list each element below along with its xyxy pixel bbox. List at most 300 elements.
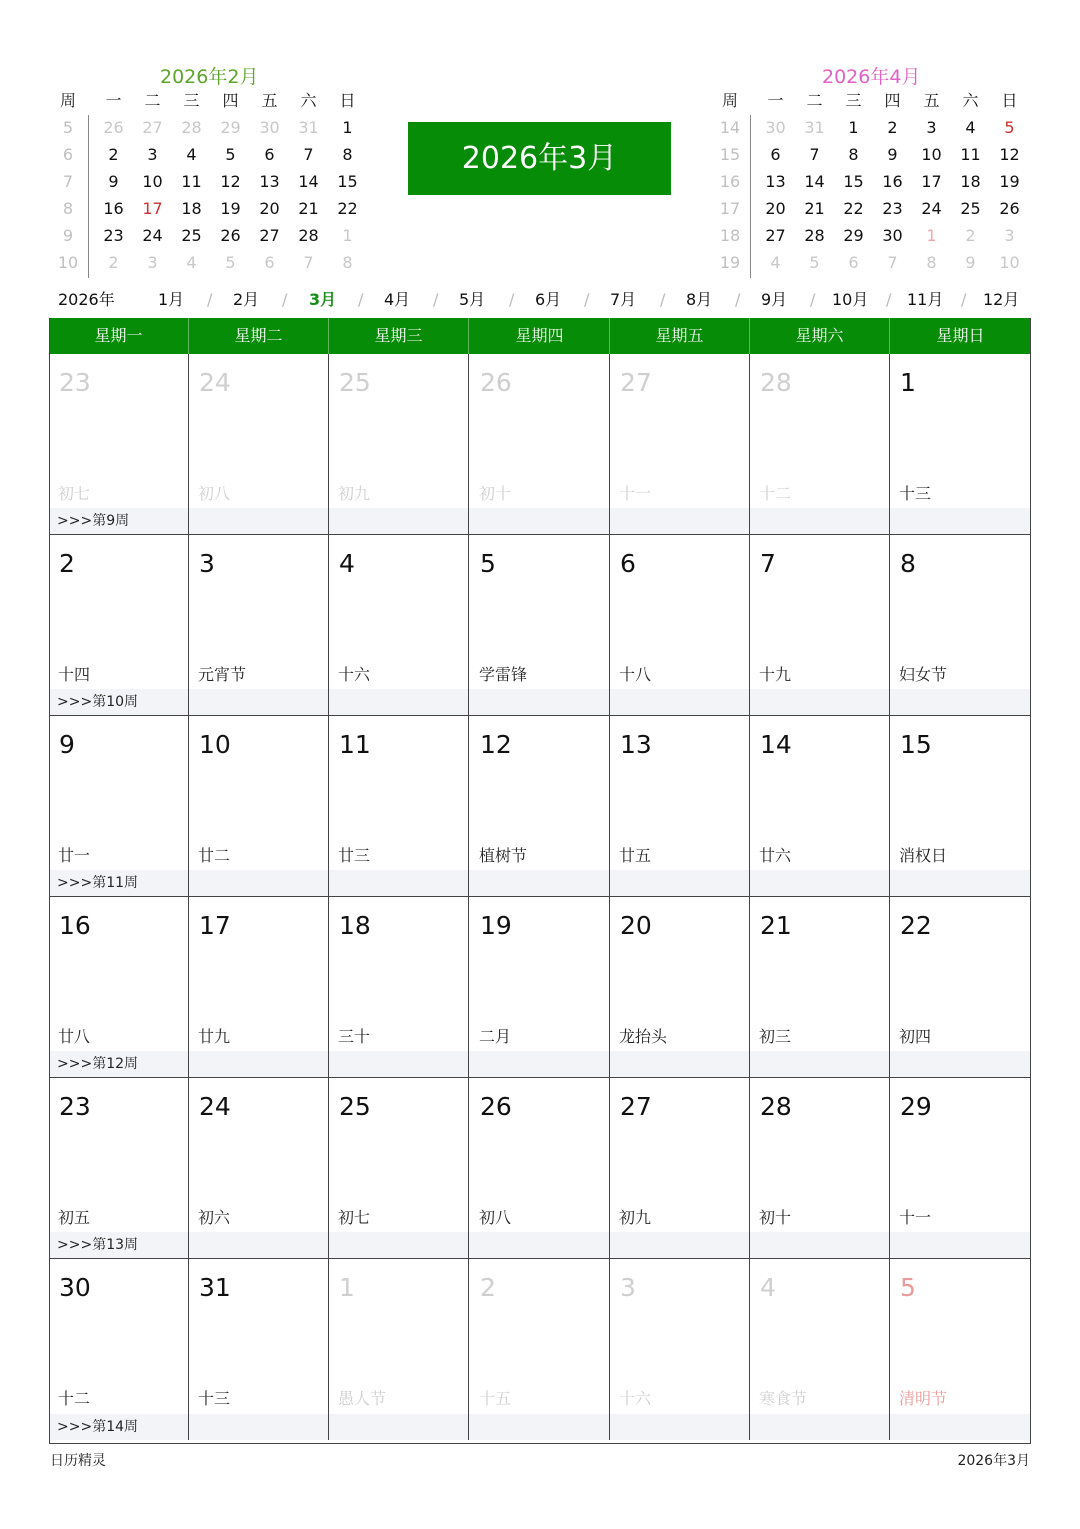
day-cell[interactable]	[189, 1259, 329, 1440]
mini-day[interactable]: 16	[103, 199, 124, 218]
mini-day[interactable]: 1	[342, 226, 353, 245]
lunar-date: 初五	[58, 1208, 91, 1227]
month-nav	[50, 288, 1030, 314]
nav-separator: /	[584, 290, 590, 309]
mini-day[interactable]: 11	[960, 145, 981, 164]
lunar-date: 寒食节	[759, 1389, 808, 1408]
lunar-date: 廿二	[198, 846, 231, 865]
mini-day[interactable]: 13	[259, 172, 280, 191]
lunar-date: 廿八	[58, 1027, 91, 1046]
mini-day[interactable]: 16	[882, 172, 903, 191]
day-number: 24	[199, 1092, 231, 1121]
day-number: 23	[59, 1092, 91, 1121]
day-cell-holiday[interactable]	[890, 1259, 1030, 1440]
mini-day[interactable]: 19	[220, 199, 241, 218]
day-number: 6	[620, 549, 636, 578]
day-number: 2	[59, 549, 75, 578]
day-number: 27	[620, 368, 652, 397]
day-cell[interactable]	[329, 716, 469, 897]
weekday-header-bar	[49, 318, 1031, 354]
day-cell[interactable]	[49, 897, 189, 1078]
week-label: >>>第14周	[57, 1419, 139, 1435]
lunar-date: 廿三	[338, 846, 371, 865]
day-number: 22	[900, 911, 932, 940]
nav-month-3[interactable]: 3月	[309, 290, 337, 309]
weekday-sun: 星期日	[936, 326, 985, 345]
day-number: 27	[620, 1092, 652, 1121]
lunar-date: 妇女节	[899, 665, 948, 684]
mini-day[interactable]: 5	[225, 253, 236, 272]
mini-day[interactable]: 2	[965, 226, 976, 245]
week-label: >>>第9周	[57, 513, 130, 529]
day-cell[interactable]	[329, 1259, 469, 1440]
week-label: >>>第12周	[57, 1056, 139, 1072]
day-cell[interactable]	[49, 1078, 189, 1259]
mini-day[interactable]: 6	[770, 145, 781, 164]
lunar-date: 消权日	[899, 846, 948, 865]
mini-day[interactable]: 10	[999, 253, 1020, 272]
mini-day[interactable]: 24	[142, 226, 163, 245]
mini-week-number: 15	[719, 145, 741, 164]
month-grid	[49, 318, 1031, 1444]
day-cell[interactable]	[610, 897, 750, 1078]
weekday-thu: 星期四	[470, 318, 610, 354]
week-label: >>>第13周	[57, 1237, 139, 1253]
lunar-date: 愚人节	[338, 1389, 387, 1408]
mini-week-row	[50, 197, 370, 224]
mini-day[interactable]: 1	[342, 118, 353, 137]
weekday-wed: 星期三	[329, 318, 469, 354]
day-cell[interactable]	[189, 535, 329, 716]
day-cell[interactable]	[890, 1078, 1030, 1259]
mini-day[interactable]: 5	[809, 253, 820, 272]
mini-day[interactable]: 4	[186, 253, 197, 272]
mini-day[interactable]: 4	[965, 118, 976, 137]
weekday-header: 四	[222, 91, 239, 110]
day-cell[interactable]	[610, 1259, 750, 1440]
nav-month-7[interactable]: 7月	[610, 290, 637, 309]
day-cell[interactable]	[890, 535, 1030, 716]
nav-separator: /	[660, 290, 666, 309]
day-cell[interactable]	[470, 716, 610, 897]
weekday-header: 二	[144, 91, 161, 110]
mini-day[interactable]: 2	[108, 253, 119, 272]
lunar-date: 初八	[198, 484, 231, 503]
nav-month-6[interactable]: 6月	[535, 290, 562, 309]
nav-month-2[interactable]: 2月	[233, 290, 260, 309]
day-number: 1	[339, 1273, 355, 1302]
day-cell[interactable]	[329, 354, 469, 535]
mini-day[interactable]: 2	[887, 118, 898, 137]
day-cell[interactable]	[890, 897, 1030, 1078]
lunar-date: 十三	[899, 484, 932, 503]
mini-week-row	[712, 224, 1032, 251]
week-row	[49, 535, 1031, 716]
mini-week-number: 6	[62, 145, 74, 164]
lunar-date: 十二	[58, 1389, 91, 1408]
weekday-header: 五	[261, 91, 278, 110]
nav-month-12[interactable]: 12月	[983, 290, 1020, 309]
day-number: 18	[339, 911, 371, 940]
weekday-header: 日	[1001, 91, 1018, 110]
day-number: 5	[900, 1273, 916, 1302]
lunar-date: 廿六	[759, 846, 792, 865]
day-cell[interactable]	[329, 535, 469, 716]
mini-day-holiday[interactable]: 1	[926, 226, 937, 245]
lunar-date: 初七	[58, 484, 91, 503]
mini-day[interactable]: 27	[765, 226, 786, 245]
lunar-date: 十八	[619, 665, 652, 684]
weekday-header: 六	[962, 91, 979, 110]
week-label: >>>第11周	[57, 875, 139, 891]
mini-day[interactable]: 27	[142, 118, 163, 137]
week-row	[49, 354, 1031, 535]
mini-day[interactable]: 26	[999, 199, 1020, 218]
mini-day[interactable]: 3	[926, 118, 937, 137]
day-number: 11	[339, 730, 371, 759]
day-number: 15	[900, 730, 932, 759]
mini-day[interactable]: 6	[848, 253, 859, 272]
mini-day[interactable]: 30	[765, 118, 786, 137]
day-cell[interactable]	[890, 716, 1030, 897]
mini-week-row	[712, 116, 1032, 143]
mini-week-number: 14	[719, 118, 741, 137]
nav-month-1[interactable]: 1月	[158, 290, 185, 309]
mini-day[interactable]: 22	[843, 199, 864, 218]
footer-brand: 日历精灵	[50, 1453, 106, 1469]
lunar-date: 十五	[479, 1389, 512, 1408]
lunar-date: 植树节	[479, 846, 528, 865]
day-cell[interactable]	[750, 354, 890, 535]
day-cell[interactable]	[329, 1078, 469, 1259]
weekday-header: 一	[767, 91, 784, 110]
mini-day[interactable]: 4	[186, 145, 197, 164]
lunar-date: 十一	[619, 484, 652, 503]
day-cell[interactable]	[470, 1078, 610, 1259]
mini-day[interactable]: 28	[181, 118, 202, 137]
mini-week-number: 16	[719, 172, 741, 191]
week-column-header: 周	[59, 91, 76, 110]
day-cell[interactable]	[189, 897, 329, 1078]
lunar-date: 初八	[479, 1208, 512, 1227]
mini-day[interactable]: 15	[843, 172, 864, 191]
day-number: 7	[760, 549, 776, 578]
day-number: 28	[760, 368, 792, 397]
week-row	[49, 1259, 1031, 1440]
day-cell[interactable]	[49, 354, 189, 535]
nav-month-5[interactable]: 5月	[459, 290, 486, 309]
day-cell[interactable]	[750, 1259, 890, 1440]
day-cell[interactable]	[189, 1078, 329, 1259]
mini-week-number: 10	[57, 253, 79, 272]
day-number: 5	[480, 549, 496, 578]
mini-week-row	[712, 197, 1032, 224]
day-cell[interactable]	[750, 535, 890, 716]
mini-week-number: 5	[62, 118, 74, 137]
mini-day-holiday[interactable]: 17	[142, 199, 163, 218]
mini-calendar-header	[712, 89, 1032, 116]
day-cell[interactable]	[470, 354, 610, 535]
lunar-date: 学雷锋	[479, 665, 528, 684]
day-number: 4	[760, 1273, 776, 1302]
lunar-date: 龙抬头	[619, 1027, 668, 1046]
nav-month-9[interactable]: 9月	[761, 290, 788, 309]
day-number: 17	[199, 911, 231, 940]
day-number: 13	[620, 730, 652, 759]
day-cell[interactable]	[750, 1078, 890, 1259]
nav-separator: /	[886, 290, 892, 309]
lunar-date: 十九	[759, 665, 792, 684]
day-number: 3	[620, 1273, 636, 1302]
day-number: 1	[900, 368, 916, 397]
lunar-date: 初十	[759, 1208, 792, 1227]
day-cell[interactable]	[470, 897, 610, 1078]
footer-month: 2026年3月	[957, 1453, 1030, 1469]
nav-month-4[interactable]: 4月	[384, 290, 411, 309]
mini-day[interactable]: 14	[298, 172, 319, 191]
day-cell[interactable]	[750, 897, 890, 1078]
day-number: 10	[199, 730, 231, 759]
mini-day[interactable]: 7	[303, 145, 314, 164]
mini-day[interactable]: 31	[804, 118, 825, 137]
nav-month-11[interactable]: 11月	[907, 290, 944, 309]
day-number: 30	[59, 1273, 91, 1302]
lunar-date: 十六	[619, 1389, 652, 1408]
weekday-header: 日	[339, 91, 356, 110]
day-cell[interactable]	[189, 716, 329, 897]
mini-day[interactable]: 3	[1004, 226, 1015, 245]
day-number: 26	[480, 1092, 512, 1121]
mini-day[interactable]: 7	[887, 253, 898, 272]
mini-week-number: 17	[719, 199, 741, 218]
mini-day[interactable]: 10	[921, 145, 942, 164]
day-number: 25	[339, 368, 371, 397]
mini-day[interactable]: 22	[337, 199, 358, 218]
mini-day[interactable]: 2	[108, 145, 119, 164]
page-title: 2026年3月	[408, 122, 671, 195]
mini-day[interactable]: 21	[804, 199, 825, 218]
day-cell[interactable]	[750, 716, 890, 897]
lunar-date: 十三	[198, 1389, 231, 1408]
mini-day[interactable]: 9	[108, 172, 119, 191]
mini-day[interactable]: 10	[142, 172, 163, 191]
day-cell[interactable]	[189, 354, 329, 535]
nav-separator: /	[358, 290, 364, 309]
mini-day[interactable]: 1	[848, 118, 859, 137]
mini-week-row	[712, 251, 1032, 278]
mini-day[interactable]: 5	[225, 145, 236, 164]
mini-day-holiday[interactable]: 5	[1004, 118, 1015, 137]
mini-day[interactable]: 21	[298, 199, 319, 218]
lunar-date: 清明节	[899, 1389, 948, 1408]
day-number: 21	[760, 911, 792, 940]
lunar-date: 三十	[338, 1027, 371, 1046]
day-number: 14	[760, 730, 792, 759]
mini-week-number: 7	[62, 172, 74, 191]
day-number: 16	[59, 911, 91, 940]
mini-day[interactable]: 27	[259, 226, 280, 245]
mini-day[interactable]: 30	[259, 118, 280, 137]
lunar-date: 廿一	[58, 846, 91, 865]
day-number: 24	[199, 368, 231, 397]
weekday-header: 六	[300, 91, 317, 110]
mini-day[interactable]: 18	[960, 172, 981, 191]
day-number: 9	[59, 730, 75, 759]
mini-day[interactable]: 4	[770, 253, 781, 272]
weekday-header: 五	[923, 91, 940, 110]
nav-separator: /	[282, 290, 288, 309]
lunar-date: 十一	[899, 1208, 932, 1227]
mini-day[interactable]: 12	[220, 172, 241, 191]
day-number: 19	[480, 911, 512, 940]
mini-week-row	[50, 170, 370, 197]
mini-day[interactable]: 26	[220, 226, 241, 245]
day-number: 26	[480, 368, 512, 397]
day-number: 31	[199, 1273, 231, 1302]
mini-day[interactable]: 3	[147, 145, 158, 164]
weekday-header: 三	[845, 91, 862, 110]
lunar-date: 二月	[479, 1027, 512, 1046]
day-cell[interactable]	[610, 716, 750, 897]
mini-day[interactable]: 20	[259, 199, 280, 218]
day-number: 28	[760, 1092, 792, 1121]
lunar-date: 初三	[759, 1027, 792, 1046]
nav-month-8[interactable]: 8月	[686, 290, 713, 309]
lunar-date: 初九	[619, 1208, 652, 1227]
mini-week-number: 18	[719, 226, 741, 245]
day-cell[interactable]	[470, 535, 610, 716]
mini-day[interactable]: 19	[999, 172, 1020, 191]
weekday-sat: 星期六	[750, 318, 890, 354]
lunar-date: 十六	[338, 665, 371, 684]
mini-calendar-title: 2026年2月	[160, 66, 259, 88]
mini-day[interactable]: 26	[103, 118, 124, 137]
nav-separator: /	[433, 290, 439, 309]
mini-week-number: 19	[719, 253, 741, 272]
mini-day[interactable]: 7	[809, 145, 820, 164]
mini-day[interactable]: 6	[264, 145, 275, 164]
weekday-fri: 星期五	[610, 318, 750, 354]
day-cell[interactable]	[49, 535, 189, 716]
mini-day[interactable]: 9	[965, 253, 976, 272]
mini-day[interactable]: 3	[147, 253, 158, 272]
mini-week-number: 8	[62, 199, 74, 218]
weekday-header: 一	[105, 91, 122, 110]
nav-month-10[interactable]: 10月	[832, 290, 869, 309]
day-number: 25	[339, 1092, 371, 1121]
nav-separator: /	[509, 290, 515, 309]
mini-day[interactable]: 8	[926, 253, 937, 272]
mini-day[interactable]: 23	[882, 199, 903, 218]
mini-week-row	[50, 224, 370, 251]
mini-day[interactable]: 9	[887, 145, 898, 164]
day-cell[interactable]	[470, 1259, 610, 1440]
weekday-header: 二	[806, 91, 823, 110]
mini-day[interactable]: 25	[181, 226, 202, 245]
mini-day[interactable]: 30	[882, 226, 903, 245]
mini-day[interactable]: 8	[342, 145, 353, 164]
week-row	[49, 1078, 1031, 1259]
mini-week-row	[50, 251, 370, 278]
weekday-header: 四	[884, 91, 901, 110]
mini-calendar-title: 2026年4月	[822, 66, 921, 88]
lunar-date: 初九	[338, 484, 371, 503]
mini-day[interactable]: 14	[804, 172, 825, 191]
nav-separator: /	[735, 290, 741, 309]
mini-calendar-header	[50, 89, 370, 116]
mini-week-number: 9	[62, 226, 74, 245]
mini-day[interactable]: 17	[921, 172, 942, 191]
mini-day[interactable]: 20	[765, 199, 786, 218]
week-column-header: 周	[721, 91, 738, 110]
week-label: >>>第10周	[57, 694, 139, 710]
mini-day[interactable]: 11	[181, 172, 202, 191]
nav-separator: /	[810, 290, 816, 309]
mini-week-row	[50, 116, 370, 143]
mini-week-row	[50, 143, 370, 170]
lunar-date: 初六	[198, 1208, 231, 1227]
day-cell[interactable]	[610, 1078, 750, 1259]
mini-day[interactable]: 18	[181, 199, 202, 218]
lunar-date: 十四	[58, 665, 91, 684]
mini-day[interactable]: 23	[103, 226, 124, 245]
mini-week-row	[712, 143, 1032, 170]
day-number: 12	[480, 730, 512, 759]
mini-day[interactable]: 31	[298, 118, 319, 137]
day-number: 4	[339, 549, 355, 578]
mini-day[interactable]: 28	[298, 226, 319, 245]
mini-day[interactable]: 13	[765, 172, 786, 191]
weekday-tue: 星期二	[189, 318, 329, 354]
mini-day[interactable]: 7	[303, 253, 314, 272]
day-cell[interactable]	[610, 354, 750, 535]
lunar-date: 初四	[899, 1027, 932, 1046]
weekday-header: 三	[183, 91, 200, 110]
week-row	[49, 716, 1031, 897]
lunar-date: 初十	[479, 484, 512, 503]
day-cell[interactable]	[329, 897, 469, 1078]
day-number: 3	[199, 549, 215, 578]
day-number: 8	[900, 549, 916, 578]
mini-day[interactable]: 8	[342, 253, 353, 272]
day-number: 23	[59, 368, 91, 397]
day-cell[interactable]	[610, 535, 750, 716]
mini-day[interactable]: 6	[264, 253, 275, 272]
lunar-date: 十二	[759, 484, 792, 503]
lunar-date: 廿五	[619, 846, 652, 865]
day-cell[interactable]	[49, 716, 189, 897]
lunar-date: 初七	[338, 1208, 371, 1227]
mini-day[interactable]: 12	[999, 145, 1020, 164]
lunar-date: 元宵节	[198, 665, 247, 684]
day-number: 2	[480, 1273, 496, 1302]
day-cell[interactable]	[890, 354, 1030, 535]
week-row	[49, 897, 1031, 1078]
mini-day[interactable]: 25	[960, 199, 981, 218]
mini-day[interactable]: 24	[921, 199, 942, 218]
mini-day[interactable]: 15	[337, 172, 358, 191]
nav-separator: /	[207, 290, 213, 309]
mini-day[interactable]: 28	[804, 226, 825, 245]
mini-day[interactable]: 29	[843, 226, 864, 245]
mini-week-row	[712, 170, 1032, 197]
mini-day[interactable]: 29	[220, 118, 241, 137]
mini-day[interactable]: 8	[848, 145, 859, 164]
weekday-mon: 星期一	[49, 318, 189, 354]
day-cell[interactable]	[49, 1259, 189, 1440]
day-number: 20	[620, 911, 652, 940]
nav-separator: /	[961, 290, 967, 309]
